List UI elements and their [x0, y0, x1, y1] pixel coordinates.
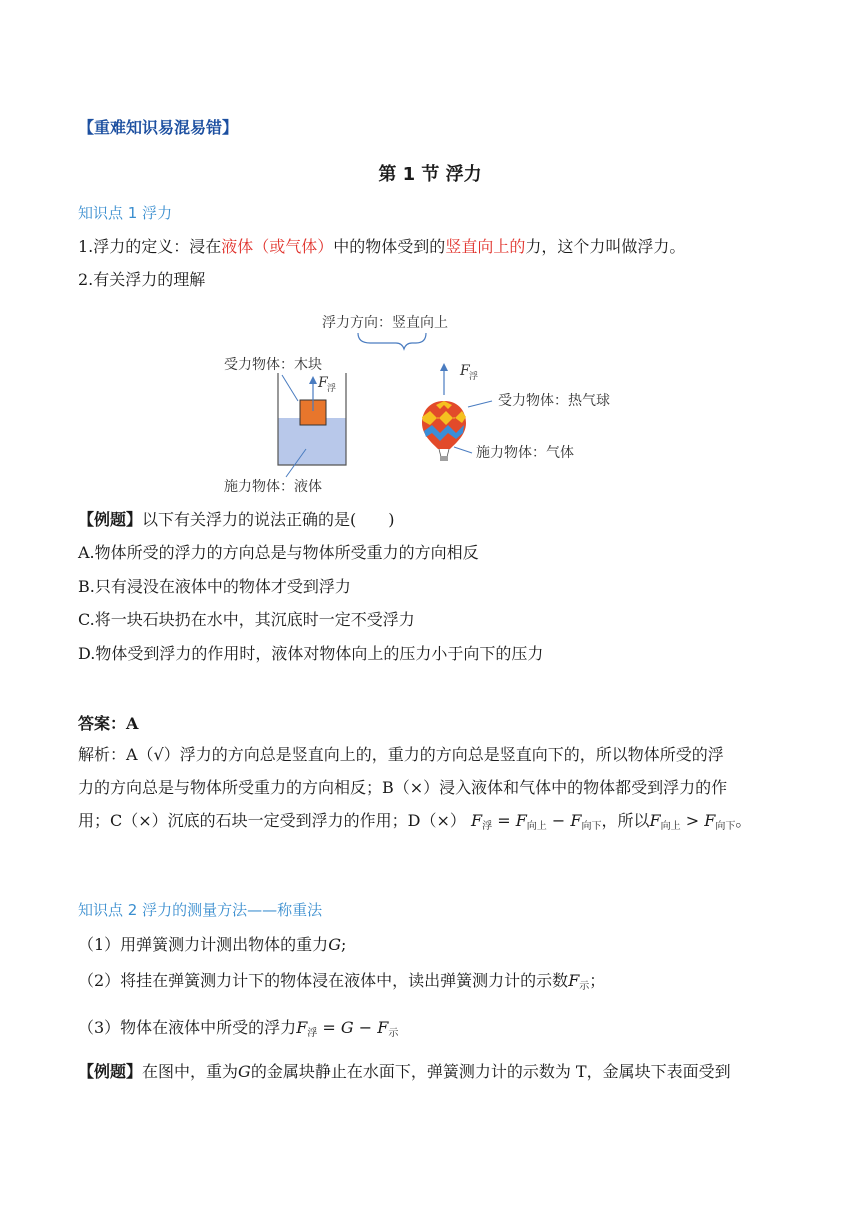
buoyancy-direction-label: 浮力方向：竖直向上 [322, 315, 448, 331]
conclusion-greater-than: > [685, 811, 700, 830]
formula-f-buoyancy: $F_浮$ [470, 811, 493, 832]
example-1-option-b: B.只有浸没在液体中的物体才受到浮力 [78, 577, 351, 596]
example-1-tag: 【例题】 [78, 510, 143, 529]
receiver-block-pointer [282, 375, 298, 401]
balloon-force-arrowhead [440, 363, 448, 371]
hot-air-balloon [422, 401, 466, 461]
balloon-force-subscript: 浮 [469, 372, 479, 382]
definition-text-start: 1.浮力的定义：浸在 [78, 237, 222, 256]
giver-gas-pointer [454, 447, 472, 453]
analysis-connector: ，所以 [601, 811, 650, 830]
definition-text-end: 力，这个力叫做浮力。 [525, 237, 686, 256]
giver-liquid-label: 施力物体：液体 [224, 479, 322, 495]
understanding-heading: 2.有关浮力的理解 [78, 270, 206, 289]
analysis-line-1: 解析：A（√）浮力的方向总是竖直向上的，重力的方向总是竖直向下的，所以物体所受的浮 [78, 745, 724, 764]
example-1-analysis [78, 738, 784, 843]
example-1-option-c: C.将一块石块扔在水中，其沉底时一定不受浮力 [78, 610, 415, 629]
definition-text-mid: 中的物体受到的 [333, 237, 446, 256]
conclusion-f-down: $F_{向下}$ [704, 811, 736, 832]
formula-f-up: $F_{向上}$ [515, 811, 547, 832]
example-1-question-text: 以下有关浮力的说法正确的是( ) [142, 510, 395, 529]
method-step-2: （2）将挂在弹簧测力计下的物体浸在液体中，读出弹簧测力计的示数$F_示$； [78, 971, 606, 992]
conclusion-f-up: $F_{向上}$ [649, 811, 681, 832]
analysis-line-3-text: 用；C（×）沉底的石块一定受到浮力的作用；D（×） [78, 811, 466, 830]
formula-f-down: $F_{向下}$ [570, 811, 602, 832]
analysis-period: 。 [735, 811, 752, 830]
example-1-option-a: A.物体所受的浮力的方向总是与物体所受重力的方向相反 [78, 543, 479, 562]
example-1-answer: 答案：A [78, 714, 139, 733]
example-2-question: 【例题】在图中，重为G的金属块静止在水面下，弹簧测力计的示数为 T，金属块下表面受到 [78, 1062, 731, 1081]
section-heading: 【重难知识易混易错】 [78, 118, 239, 137]
receiver-balloon-pointer [468, 401, 492, 407]
example-1-option-d: D.物体受到浮力的作用时，液体对物体向上的压力小于向下的压力 [78, 644, 544, 663]
buoyancy-diagram [210, 305, 650, 500]
balloon-force-symbol: F [460, 363, 470, 379]
formula-minus: − [551, 811, 566, 830]
lesson-title: 第 1 节 浮力 [378, 164, 482, 185]
giver-gas-label: 施力物体：气体 [476, 445, 574, 461]
analysis-line-2: 力的方向总是与物体所受重力的方向相反；B（×）浸入液体和气体中的物体都受到浮力的作 [78, 778, 728, 797]
block-force-subscript: 浮 [327, 384, 337, 394]
example-2-tag: 【例题】 [78, 1062, 143, 1081]
knowledge-point-1-title: 知识点 1 浮力 [78, 204, 173, 222]
buoyancy-definition [78, 235, 790, 259]
example-1-question [78, 508, 790, 532]
formula-equals: = [497, 811, 511, 830]
block-force-arrowhead [309, 376, 317, 384]
method-step-1: （1）用弹簧测力计测出物体的重力G; [78, 935, 347, 954]
receiver-block-label: 受力物体：木块 [224, 357, 322, 373]
brace-shape [358, 333, 426, 349]
receiver-balloon-label: 受力物体：热气球 [498, 393, 610, 409]
method-step-3: （3）物体在液体中所受的浮力$F_浮 = G - F_示$ [78, 1018, 399, 1039]
definition-highlight-direction: 竖直向上的 [445, 237, 526, 256]
knowledge-point-2-title: 知识点 2 浮力的测量方法——称重法 [78, 901, 323, 919]
analysis-line-3 [78, 804, 784, 843]
block-force-symbol: F [318, 375, 328, 391]
definition-highlight-liquid: 液体（或气体） [221, 237, 334, 256]
